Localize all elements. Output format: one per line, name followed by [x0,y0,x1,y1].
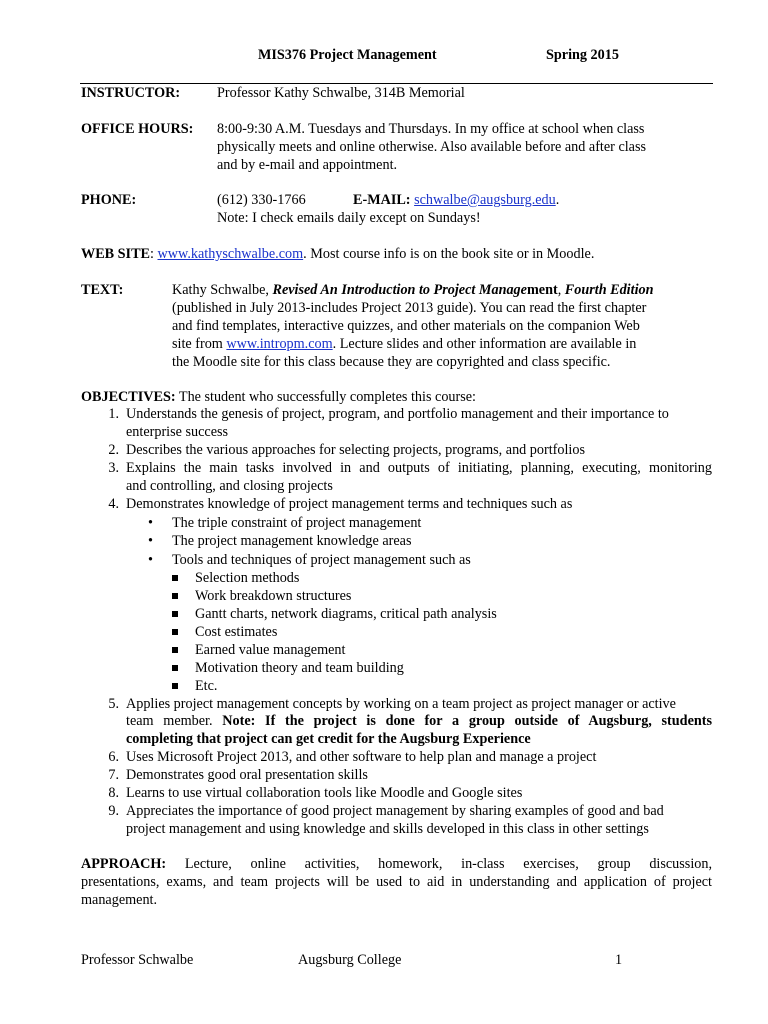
website-row [81,245,594,263]
objective-item: Demonstrates knowledge of project management terms and techniques such as [126,496,573,512]
objective-number: 1. [108,406,119,422]
bullet-item: The project management knowledge areas [172,533,412,549]
email-note: Note: I check emails daily except on Sundays! [217,210,481,226]
objective-item: Appreciates the importance of good project management by sharing examples of good and bad [126,803,664,819]
bullet-item: Tools and techniques of project management such as [172,552,471,568]
square-bullet [172,611,178,617]
email-after: . [555,192,560,208]
objective-plain: team member. [126,713,223,729]
objective-number: 8. [108,785,119,801]
augsburg-note-cont: completing that project can get credit for the Augsburg Experience [126,731,531,747]
square-bullet [172,665,178,671]
term: Spring 2015 [546,47,619,63]
instructor-label: INSTRUCTOR: [81,85,181,101]
phone-label: PHONE: [81,192,137,208]
objective-item-cont: project management and using knowledge and skills developed in this class in other settings [126,821,649,837]
objective-number: 5. [108,696,119,712]
bullet-dot: • [148,515,153,531]
square-bullet [172,683,178,689]
objective-item-cont [126,712,712,730]
objective-number: 6. [108,749,119,765]
objectives-heading [81,388,476,406]
approach-text [81,855,712,873]
office-hours-line: physically meets and online otherwise. Also available before and after class [217,139,647,155]
augsburg-note: Note: If the project is done for a group outside of Augsburg, students [222,713,712,729]
objective-number: 4. [108,496,119,512]
sub-bullet-item: Earned value management [195,642,346,658]
objective-item: Learns to use virtual collaboration tools like Moodle and Google sites [126,785,523,801]
objective-item: Understands the genesis of project, program, and portfolio management and their importance to [126,406,669,422]
approach-text: presentations, exams, and team projects will be used to aid in understanding and application of project [81,874,712,890]
instructor-value: Professor Kathy Schwalbe, 314B Memorial [217,85,465,101]
approach-label: APPROACH: [81,856,167,872]
footer-center: Augsburg College [298,952,402,968]
objective-item-text [126,712,712,730]
square-bullet [172,575,178,581]
text-title-sep: , [557,282,565,298]
text-line: the Moodle site for this class because they are copyrighted and class specific. [172,354,611,370]
text-book-title: Revised An Introduction to Project Manage [272,282,527,298]
sub-bullet-item: Motivation theory and team building [195,660,404,676]
sub-bullet-item: Selection methods [195,570,300,586]
square-bullet [172,593,178,599]
text-line4-after: . Lecture slides and other information are available in [332,336,637,352]
objective-item [126,459,712,477]
objective-item-cont: and controlling, and closing projects [126,478,333,494]
sub-bullet-item: Etc. [195,678,218,694]
website-label: WEB SITE [81,246,150,262]
website-colon: : [150,246,158,262]
intropm-link[interactable]: www.intropm.com [226,336,333,352]
text-line4-before: site from [172,336,227,352]
text-book-title-end: ment [526,282,558,298]
objective-item: Uses Microsoft Project 2013, and other software to help plan and manage a project [126,749,597,765]
office-hours-label: OFFICE HOURS: [81,121,194,137]
text-author: Kathy Schwalbe, [172,282,273,298]
objective-item-text: Explains the main tasks involved in and outputs of initiating, planning, executing, monitoring [126,460,712,476]
objectives-intro: The student who successfully completes this course: [175,389,476,405]
objective-item: Demonstrates good oral presentation skills [126,767,368,783]
text-line: (published in July 2013-includes Project 2013 guide). You can read the first chapter [172,300,647,316]
sub-bullet-item: Work breakdown structures [195,588,352,604]
objective-number: 7. [108,767,119,783]
sub-bullet-item: Gantt charts, network diagrams, critical path analysis [195,606,497,622]
office-hours-line: and by e-mail and appointment. [217,157,398,173]
bullet-dot: • [148,552,153,568]
website-after: . Most course info is on the book site or in Moodle. [303,246,595,262]
bullet-dot: • [148,533,153,549]
course-title: MIS376 Project Management [258,47,437,63]
approach-line1: Lecture, online activities, homework, in-class exercises, group discussion, [184,856,712,872]
approach-line: management. [81,892,158,908]
sub-bullet-item: Cost estimates [195,624,278,640]
office-hours-line: 8:00-9:30 A.M. Tuesdays and Thursdays. In my office at school when class [217,121,645,137]
objectives-label: OBJECTIVES: [81,389,176,405]
square-bullet [172,647,178,653]
objective-number: 3. [108,460,119,476]
email-label: E-MAIL: [353,192,411,208]
objective-item: Describes the various approaches for selecting projects, programs, and portfolios [126,442,585,458]
approach-line [81,873,712,891]
footer-left: Professor Schwalbe [81,952,194,968]
objective-number: 9. [108,803,119,819]
website-link[interactable]: www.kathyschwalbe.com [157,246,304,262]
bullet-item: The triple constraint of project management [172,515,422,531]
text-line [172,335,636,353]
square-bullet [172,629,178,635]
email-link[interactable]: schwalbe@augsburg.edu [414,192,556,208]
objective-item: Applies project management concepts by working on a team project as project manager or active [126,696,676,712]
text-label: TEXT: [81,282,124,298]
page-number: 1 [615,952,623,968]
text-book-line [172,281,654,299]
text-line: and find templates, interactive quizzes, and other materials on the companion Web [172,318,640,334]
approach-line [81,855,712,873]
phone-value: (612) 330-1766 [217,192,306,208]
objective-number: 2. [108,442,119,458]
email-row [353,191,559,209]
objective-item-cont: enterprise success [126,424,229,440]
text-edition: Fourth Edition [564,282,654,298]
